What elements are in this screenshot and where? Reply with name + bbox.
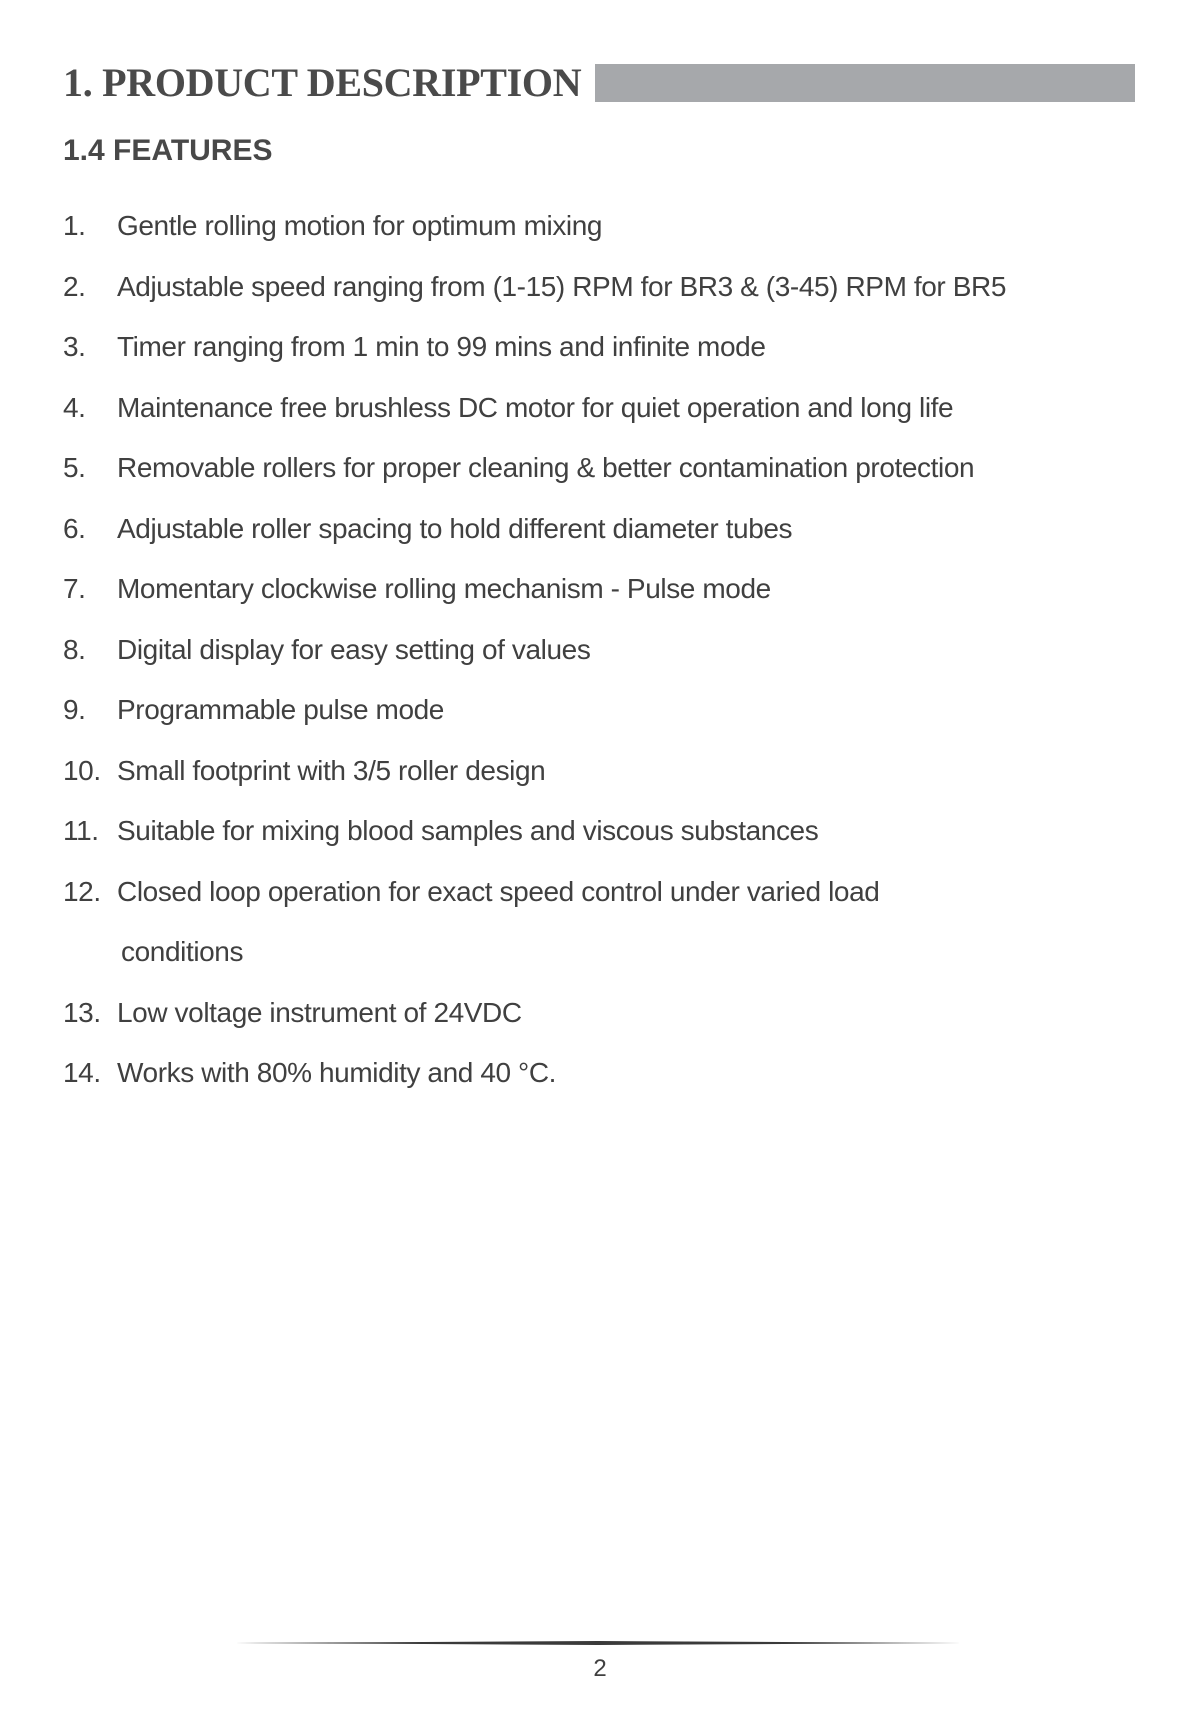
feature-item (63, 801, 1143, 862)
feature-text: Digital display for easy setting of values (117, 633, 591, 665)
header-bar (595, 64, 1135, 102)
feature-text: Programmable pulse mode (117, 694, 444, 725)
feature-item (63, 317, 1143, 378)
feature-number: 6. (63, 512, 86, 544)
feature-number: 2. (63, 270, 86, 302)
feature-text: Momentary clockwise rolling mechanism - Pulse mode (117, 573, 771, 604)
feature-text: Removable rollers for proper cleaning & better contamination protection (117, 452, 975, 483)
feature-number: 13. (63, 996, 101, 1028)
feature-item (63, 1043, 1143, 1104)
feature-item (63, 983, 1143, 1044)
feature-item (63, 196, 1143, 257)
feature-number: 10. (63, 754, 101, 786)
feature-number: 1. (63, 210, 86, 241)
feature-text-continuation: conditions (121, 936, 244, 967)
feature-text: Maintenance free brushless DC motor for quiet operation and long life (117, 391, 954, 423)
feature-number: 12. (63, 875, 101, 907)
footer-rule (235, 1641, 962, 1645)
feature-text: Adjustable speed ranging from (1-15) RPM for BR3 & (3-45) RPM for BR5 (117, 270, 1006, 302)
feature-number: 4. (63, 391, 86, 423)
page-number: 2 (593, 1655, 607, 1682)
feature-item (63, 741, 1143, 802)
feature-item (63, 620, 1143, 681)
feature-number: 14. (63, 1057, 101, 1088)
feature-text-wrapped (117, 862, 1143, 983)
feature-text: Works with 80% humidity and 40 °C. (117, 1057, 557, 1088)
feature-item (63, 499, 1143, 560)
page-header (63, 60, 1135, 106)
feature-item (63, 438, 1143, 499)
feature-text: Adjustable roller spacing to hold different diameter tubes (117, 512, 793, 544)
feature-text: Suitable for mixing blood samples and viscous substances (117, 815, 819, 846)
feature-item (63, 559, 1143, 620)
section-title: 1.4 FEATURES (63, 134, 273, 167)
feature-item (63, 378, 1143, 439)
feature-item (63, 862, 1143, 983)
feature-text: Gentle rolling motion for optimum mixing (117, 210, 603, 241)
feature-text: Low voltage instrument of 24VDC (117, 996, 522, 1028)
features-list (63, 196, 1143, 1104)
feature-number: 3. (63, 331, 86, 362)
feature-number: 9. (63, 694, 86, 725)
feature-text: Timer ranging from 1 min to 99 mins and infinite mode (117, 331, 766, 362)
feature-number: 11. (63, 815, 99, 846)
feature-item (63, 680, 1143, 741)
chapter-title: 1. PRODUCT DESCRIPTION (63, 60, 582, 105)
feature-text: Small footprint with 3/5 roller design (117, 754, 546, 786)
feature-number: 5. (63, 452, 86, 483)
feature-number: 8. (63, 633, 86, 665)
feature-text: Closed loop operation for exact speed control under varied load (117, 875, 880, 907)
feature-number: 7. (63, 573, 86, 604)
feature-item (63, 257, 1143, 318)
